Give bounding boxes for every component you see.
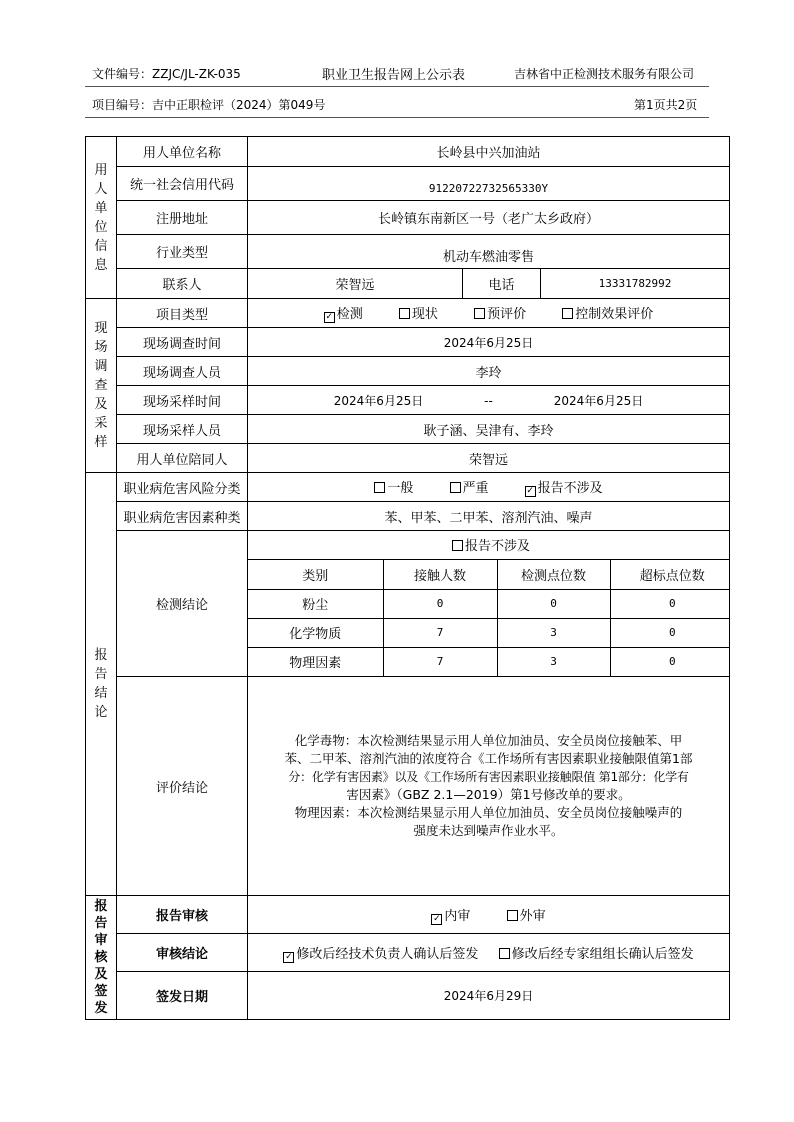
page-number: 第1页共2页 (634, 98, 698, 112)
checkbox-checked-icon[interactable]: ✓ (433, 913, 441, 924)
contact-value: 荣智远 (248, 269, 463, 299)
col-exceed: 超标点位数 (610, 559, 730, 589)
survey-time-label: 现场调查时间 (117, 328, 248, 357)
cell-exposed: 7 (383, 618, 497, 647)
col-points: 检测点位数 (497, 559, 610, 589)
industry-value: 机动车燃油零售 (248, 235, 730, 269)
checkbox-icon[interactable] (450, 482, 461, 493)
type-option-detect[interactable]: ✓ 检测 (325, 307, 363, 322)
unit-name-value: 长岭县中兴加油站 (248, 137, 730, 167)
issue-date-value: 2024年6月29日 (248, 972, 730, 1020)
phone-label: 电话 (463, 269, 541, 299)
contact-label: 联系人 (117, 269, 248, 299)
checkbox-icon[interactable] (474, 308, 485, 319)
type-option-control[interactable]: 控制效果评价 (562, 303, 653, 322)
risk-class-options (248, 473, 730, 502)
sample-start: 2024年6月25日 (333, 393, 424, 408)
checkbox-icon[interactable] (399, 308, 410, 319)
col-exposed: 接触人数 (383, 559, 497, 589)
survey-staff-label: 现场调查人员 (117, 357, 248, 386)
cell-points: 3 (497, 647, 610, 676)
sample-end: 2024年6月25日 (553, 393, 644, 408)
detect-conclusion-cell (248, 531, 730, 677)
col-category: 类别 (248, 559, 383, 589)
sample-time-label: 现场采样时间 (117, 386, 248, 415)
table-row (248, 589, 730, 618)
not-involved-option[interactable]: 报告不涉及 (248, 531, 730, 559)
sample-separator: -- (484, 393, 493, 408)
checkbox-checked-icon[interactable]: ✓ (526, 486, 534, 496)
sample-staff-label: 现场采样人员 (117, 415, 248, 444)
cell-exceed: 0 (610, 589, 730, 618)
cell-exceed: 0 (610, 647, 730, 676)
checkbox-icon[interactable] (499, 948, 510, 959)
cell-exposed: 7 (383, 647, 497, 676)
risk-option-not-involved[interactable]: ✓ 报告不涉及 (526, 481, 603, 496)
detect-table (248, 531, 730, 676)
eval-conclusion-text: 化学毒物：本次检测结果显示用人单位加油员、安全员岗位接触苯、甲 苯、二甲苯、溶剂汽油的浓度符合《工作场所有害因素职业接触限值第1部 分：化学有害因素》以及《工作场所有害因素职业接触限值 第1部分：化学有 害因素》（GBZ 2.1—2019）第1号修改单的要求。 物理因素：本次检测结果显示用人单位加油员、安全员岗位接触噪声的 强度未达到噪声作业水平。 (248, 677, 730, 896)
issue-date-label: 签发日期 (117, 972, 248, 1020)
cell-exposed: 0 (383, 589, 497, 618)
detect-conclusion-label: 检测结论 (117, 531, 248, 677)
escort-value: 荣智远 (248, 444, 730, 473)
checkbox-icon[interactable] (374, 482, 385, 493)
detect-table-header (248, 559, 730, 589)
file-number: 文件编号：ZZJC/JL-ZK-035 (92, 67, 241, 81)
result-option-expert-lead[interactable]: 修改后经专家组组长确认后签发 (499, 943, 694, 962)
review-option-external[interactable]: 外审 (507, 905, 546, 924)
company-name: 吉林省中正检测技术服务有限公司 (514, 67, 695, 81)
factor-types-label: 职业病危害因素种类 (117, 502, 248, 531)
checkbox-icon[interactable] (452, 540, 463, 551)
escort-label: 用人单位陪同人 (117, 444, 248, 473)
sample-staff-value: 耿子涵、吴津有、李玲 (248, 415, 730, 444)
credit-code-label: 统一社会信用代码 (117, 167, 248, 201)
checkbox-checked-icon[interactable]: ✓ (285, 951, 293, 962)
industry-label: 行业类型 (117, 235, 248, 269)
table-row (248, 647, 730, 676)
project-type-options (248, 299, 730, 328)
risk-option-general[interactable]: 一般 (374, 477, 413, 496)
review-result-label: 审核结论 (117, 934, 248, 972)
cell-points: 3 (497, 618, 610, 647)
cell-points: 0 (497, 589, 610, 618)
review-option-internal[interactable]: ✓ 内审 (433, 908, 471, 924)
form-title: 职业卫生报告网上公示表 (322, 68, 466, 83)
credit-code-value: 91220722732565330Y (248, 167, 730, 201)
factor-types-value: 苯、甲苯、二甲苯、溶剂汽油、噪声 (248, 502, 730, 531)
survey-staff-value: 李玲 (248, 357, 730, 386)
risk-class-label: 职业病危害风险分类 (117, 473, 248, 502)
cell-exceed: 0 (610, 618, 730, 647)
project-type-label: 项目类型 (117, 299, 248, 328)
phone-value: 13331782992 (541, 269, 730, 299)
report-table (85, 136, 730, 1020)
review-label: 报告审核 (117, 896, 248, 934)
conclusion-section-title: 报 告 结 论 (86, 473, 117, 896)
survey-time-value: 2024年6月25日 (248, 328, 730, 357)
address-label: 注册地址 (117, 201, 248, 235)
cell-category: 粉尘 (248, 589, 383, 618)
header-rule (85, 86, 709, 87)
eval-conclusion-label: 评价结论 (117, 677, 248, 896)
table-row (248, 618, 730, 647)
review-result-options (248, 934, 730, 972)
type-option-status[interactable]: 现状 (399, 303, 438, 322)
address-value: 长岭镇东南新区一号（老广太乡政府） (248, 201, 730, 235)
project-number: 项目编号：吉中正职检评（2024）第049号 (92, 98, 326, 112)
checkbox-icon[interactable] (507, 910, 518, 921)
sample-time-value (248, 386, 730, 415)
unit-name-label: 用人单位名称 (117, 137, 248, 167)
checkbox-checked-icon[interactable]: ✓ (325, 312, 334, 322)
survey-section-title: 现 场 调 查 及 采 样 (86, 299, 117, 473)
checkbox-icon[interactable] (562, 308, 573, 319)
review-options (248, 896, 730, 934)
unit-info-section-title: 用 人 单 位 信 息 (86, 137, 117, 299)
header-rule-2 (85, 117, 709, 118)
risk-option-severe[interactable]: 严重 (450, 477, 489, 496)
type-option-preeval[interactable]: 预评价 (474, 303, 526, 322)
result-option-tech-lead[interactable]: ✓ 修改后经技术负责人确认后签发 (285, 946, 479, 962)
cell-category: 化学物质 (248, 618, 383, 647)
review-section-title: 报 告 审 核 及 签 发 (86, 896, 117, 1020)
cell-category: 物理因素 (248, 647, 383, 676)
